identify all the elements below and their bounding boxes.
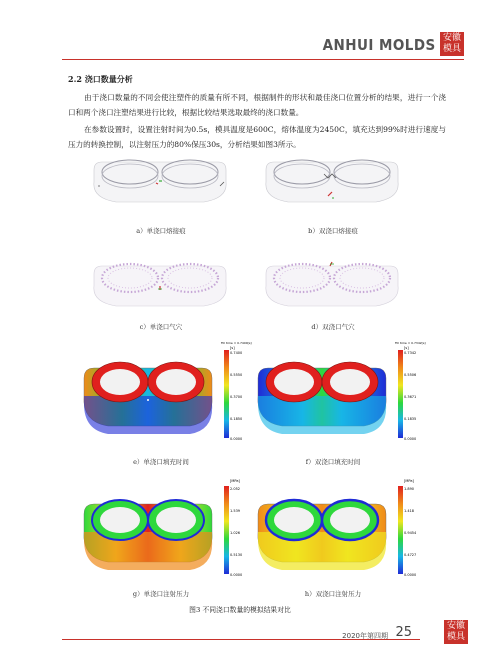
legend-g-tick: 2.052 <box>230 487 241 491</box>
legend-g-tick: 1.539 <box>230 509 241 513</box>
legend-f-tick: 0.0000 <box>404 437 417 441</box>
figure-panel-f <box>252 338 426 448</box>
figure-panel-h <box>252 474 417 584</box>
legend-h-unit: [MPa] <box>404 479 414 483</box>
caption-e: e）单浇口填充时间 <box>133 458 189 466</box>
figure-panel-g <box>78 474 243 584</box>
footer-seal <box>444 620 468 644</box>
figure-panel-c <box>86 256 234 318</box>
figure-panel-a <box>86 152 234 218</box>
figure-panel-b <box>258 152 406 218</box>
legend-h-tick: 1.418 <box>404 509 415 513</box>
legend-h-tick: 1.890 <box>404 487 415 491</box>
legend-f-tick: 0.7342 <box>404 351 417 355</box>
legend-h-tick: 0.4727 <box>404 553 417 557</box>
legend-f-unit: [s] <box>404 346 409 350</box>
header-rule <box>62 59 464 60</box>
caption-c: c）单浇口气穴 <box>139 323 183 331</box>
legend-e-unit: [s] <box>230 346 235 350</box>
paragraph-2: 在参数设置时，设置注射时间为0.5s，模具温度是600C，熔体温度为2450C，填充达到99%时进行速度与压力的转换控制，以注射压力的80%保压30s，分析结果如图3所示。 <box>68 125 446 149</box>
page-number: 25 <box>395 625 412 640</box>
legend-g-tick: 0.0000 <box>230 573 243 577</box>
legend-e-tick: 0.5550 <box>230 373 243 377</box>
caption-d: d）双浇口气穴 <box>311 323 355 331</box>
legend-h-tick: 0.0000 <box>404 573 417 577</box>
legend-g-unit: [MPa] <box>230 479 240 483</box>
legend-e-tick: 0.3700 <box>230 395 243 399</box>
caption-g: g）单浇口注射压力 <box>132 590 190 598</box>
legend-e-tick: 0.0000 <box>230 437 243 441</box>
caption-a: a）单浇口熔接痕 <box>136 227 186 235</box>
seal-line-1: 安徽 <box>442 33 461 43</box>
legend-e-tick: 0.1850 <box>230 417 243 421</box>
seal-line-2: 模具 <box>442 44 461 54</box>
caption-b: b）双浇口熔接痕 <box>308 227 358 235</box>
legend-h-tick: 0.9454 <box>404 531 417 535</box>
legend-g-tick: 0.5130 <box>230 553 243 557</box>
legend-e-title: Fill time = 0.7400[s] <box>221 341 252 345</box>
paragraph-1: 由于浇口数量的不同会使注塑件的质量有所不同，根据制件的形状和最佳浇口位置分析的结果，进行一个浇口和两个浇口注塑结果进行比较，根据比较结果选取最终的浇口数量。 <box>68 93 446 117</box>
legend-f-tick: 0.3671 <box>404 395 417 399</box>
legend-f-tick: 0.5506 <box>404 373 417 377</box>
legend-f-title: Fill time = 0.7342[s] <box>395 341 426 345</box>
figure-panel-e <box>78 338 252 448</box>
issue-date: 2020年第四期 <box>342 632 388 640</box>
legend-g-tick: 1.026 <box>230 531 241 535</box>
section-title: 2.2 浇口数量分析 <box>68 74 133 84</box>
seal-line-2: 模具 <box>446 632 465 642</box>
figure-panel-d <box>258 256 406 318</box>
legend-e-tick: 0.7400 <box>230 351 243 355</box>
caption-f: f）双浇口填充时间 <box>305 458 361 466</box>
brand-name: ANHUI MOLDS <box>322 36 436 54</box>
caption-h: h）双浇口注射压力 <box>304 590 362 598</box>
legend-f-tick: 0.1835 <box>404 417 417 421</box>
brand-seal <box>440 32 464 56</box>
figure-title: 图3 不同浇口数量的模拟结果对比 <box>189 606 291 614</box>
seal-line-1: 安徽 <box>446 621 465 631</box>
